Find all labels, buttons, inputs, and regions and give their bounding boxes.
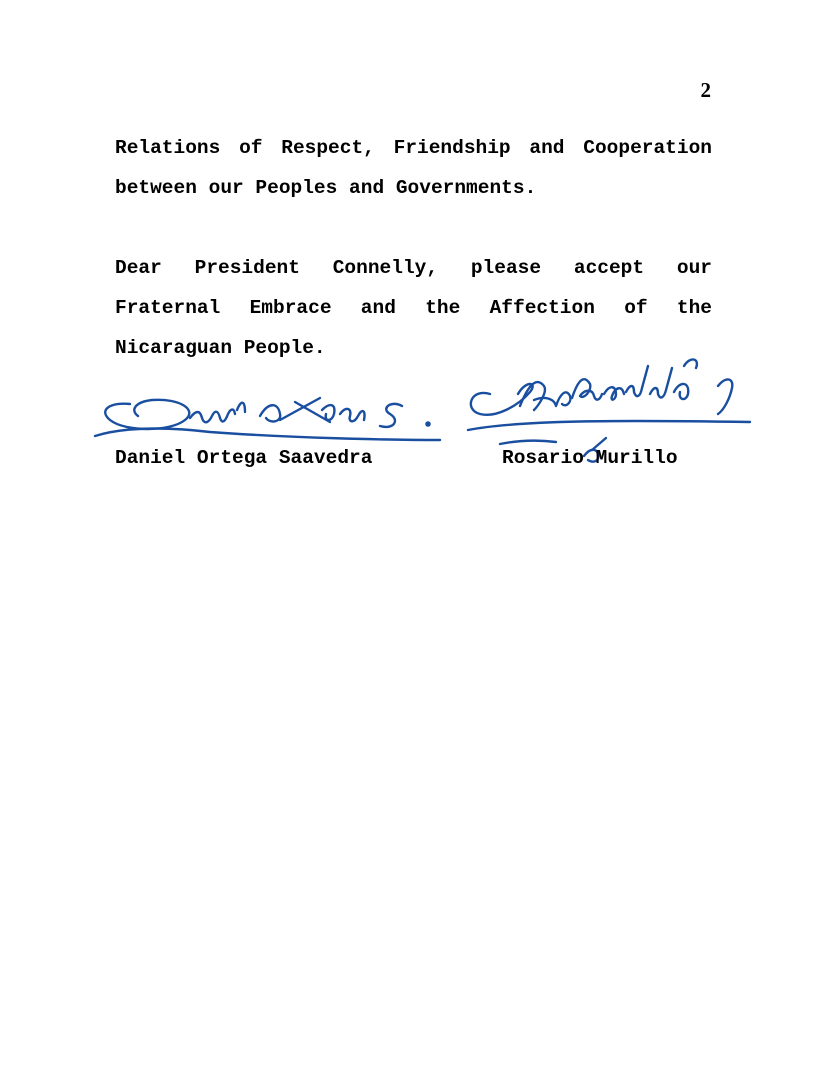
salutation-paragraph: Dear President Connelly, please accept our Fraternal Embrace and the Affection of the Nicaraguan People. xyxy=(115,257,712,359)
closing-paragraph: Relations of Respect, Friendship and Cooperation between our Peoples and Governments. xyxy=(115,137,712,199)
signatory-name-2: Rosario Murillo xyxy=(502,447,678,469)
signatory-name-1: Daniel Ortega Saavedra xyxy=(115,447,373,469)
page-number: 2 xyxy=(700,78,711,102)
signature-daniel-ortega xyxy=(90,380,460,450)
